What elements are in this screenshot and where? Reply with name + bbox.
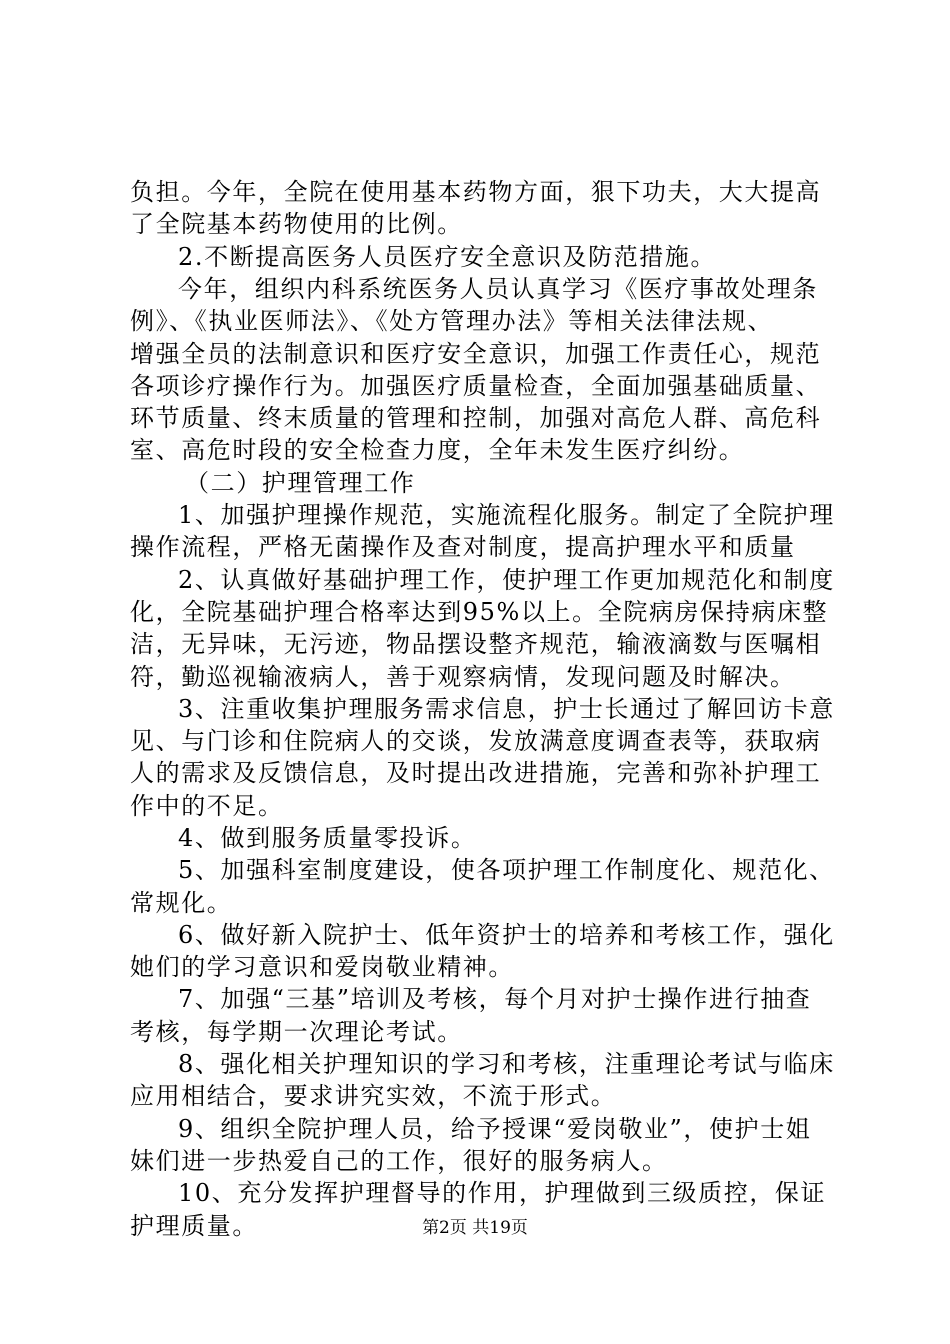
- section-heading: （二）护理管理工作: [185, 469, 416, 497]
- body-line: 环节质量、终末质量的管理和控制，加强对高危人群、高危科: [130, 404, 822, 432]
- body-line: 见、与门诊和住院病人的交谈，发放满意度调查表等，获取病: [130, 727, 822, 755]
- body-line: 10、充分发挥护理督导的作用，护理做到三级质控，保证: [178, 1179, 827, 1207]
- body-line: 5、加强科室制度建设，使各项护理工作制度化、规范化、: [178, 856, 835, 884]
- body-line: 人的需求及反馈信息，及时提出改进措施，完善和弥补护理工: [130, 759, 822, 787]
- body-line: 各项诊疗操作行为。加强医疗质量检查，全面加强基础质量、: [130, 372, 822, 400]
- body-line: 考核，每学期一次理论考试。: [130, 1018, 463, 1046]
- body-line: 例》、《执业医师法》、《处方管理办法》等相关法律法规、: [130, 307, 774, 335]
- body-line: 1、加强护理操作规范，实施流程化服务。制定了全院护理: [178, 501, 835, 529]
- body-line: 9、组织全院护理人员，给予授课“爱岗敬业”，使护士姐: [178, 1115, 812, 1143]
- body-line: 洁，无异味，无污迹，物品摆设整齐规范，输液滴数与医嘱相: [130, 630, 822, 658]
- body-line: 应用相结合，要求讲究实效，不流于形式。: [130, 1082, 617, 1110]
- body-line: 符，勤巡视输液病人，善于观察病情，发现问题及时解决。: [130, 663, 796, 691]
- body-line: 7、加强“三基”培训及考核，每个月对护士操作进行抽查: [178, 985, 812, 1013]
- body-line: 常规化。: [130, 889, 233, 917]
- page-footer: 第2页 共19页: [422, 1218, 528, 1238]
- body-line: 作中的不足。: [130, 792, 284, 820]
- body-line: 3、注重收集护理服务需求信息，护士长通过了解回访卡意: [178, 695, 835, 723]
- body-line: 负担。今年，全院在使用基本药物方面，狠下功夫，大大提高: [130, 178, 822, 206]
- body-line: 6、做好新入院护士、低年资护士的培养和考核工作，强化: [178, 921, 835, 949]
- body-line: 妹们进一步热爱自己的工作，很好的服务病人。: [130, 1147, 668, 1175]
- body-line: 增强全员的法制意识和医疗安全意识，加强工作责任心，规范: [130, 340, 822, 368]
- body-line: 了全院基本药物使用的比例。: [130, 210, 463, 238]
- body-line: 8、强化相关护理知识的学习和考核，注重理论考试与临床: [178, 1050, 835, 1078]
- body-line: 今年，组织内科系统医务人员认真学习《医疗事故处理条: [178, 275, 818, 303]
- body-line: 室、高危时段的安全检查力度，全年未发生医疗纠纷。: [130, 436, 745, 464]
- body-line: 2、认真做好基础护理工作，使护理工作更加规范化和制度: [178, 566, 835, 594]
- body-line: 化，全院基础护理合格率达到95%以上。全院病房保持病床整: [130, 598, 829, 626]
- body-line: 2.不断提高医务人员医疗安全意识及防范措施。: [178, 243, 717, 271]
- body-line: 操作流程，严格无菌操作及查对制度，提高护理水平和质量: [130, 533, 796, 561]
- body-line: 4、做到服务质量零投诉。: [178, 824, 477, 852]
- body-line: 护理质量。: [130, 1212, 258, 1240]
- body-line: 她们的学习意识和爱岗敬业精神。: [130, 953, 514, 981]
